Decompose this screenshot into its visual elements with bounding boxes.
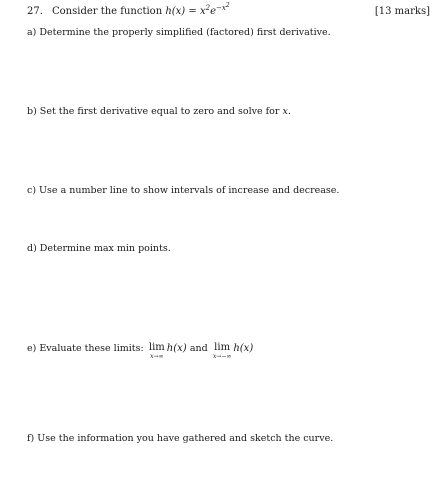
function-exp2-text: −x: [215, 4, 226, 12]
limit-word: lim: [148, 342, 165, 353]
function-exp2: [216, 4, 230, 12]
question-prompt-text: Consider the function: [52, 6, 163, 17]
part-c: c) Use a number line to show intervals of increase and decrease.: [27, 185, 340, 196]
limit-subscript: x→−∞: [212, 353, 232, 360]
function-exp1: 2: [205, 4, 211, 12]
function-exp2-sup: 2: [225, 2, 230, 9]
limit-conjunction: and: [189, 343, 208, 354]
part-d: d) Determine max min points.: [27, 243, 171, 254]
part-e: [27, 343, 253, 360]
part-b-text: b) Set the first derivative equal to zero and solve for: [27, 106, 283, 117]
question-number: 27.: [27, 6, 43, 17]
limit-positive-infinity: [149, 343, 165, 360]
function-base: e: [210, 6, 216, 17]
function-definition: [165, 2, 230, 17]
marks-label: [13 marks]: [374, 6, 430, 17]
part-b-suffix: .: [287, 106, 291, 117]
limit-subscript: x→∞: [150, 353, 164, 360]
limit-expression: h(x): [166, 343, 187, 354]
limit-word: lim: [214, 342, 231, 353]
question-prompt: [52, 2, 230, 17]
limit-expression: h(x): [233, 343, 254, 354]
limit-negative-infinity: [213, 343, 231, 360]
part-e-text: e) Evaluate these limits:: [27, 343, 144, 354]
part-a: a) Determine the properly simplified (factored) first derivative.: [27, 27, 331, 38]
part-b: [27, 106, 291, 117]
part-f: f) Use the information you have gathered and sketch the curve.: [27, 433, 334, 444]
function-lhs: h(x) = x: [165, 6, 206, 17]
part-b-variable: x: [282, 106, 288, 117]
